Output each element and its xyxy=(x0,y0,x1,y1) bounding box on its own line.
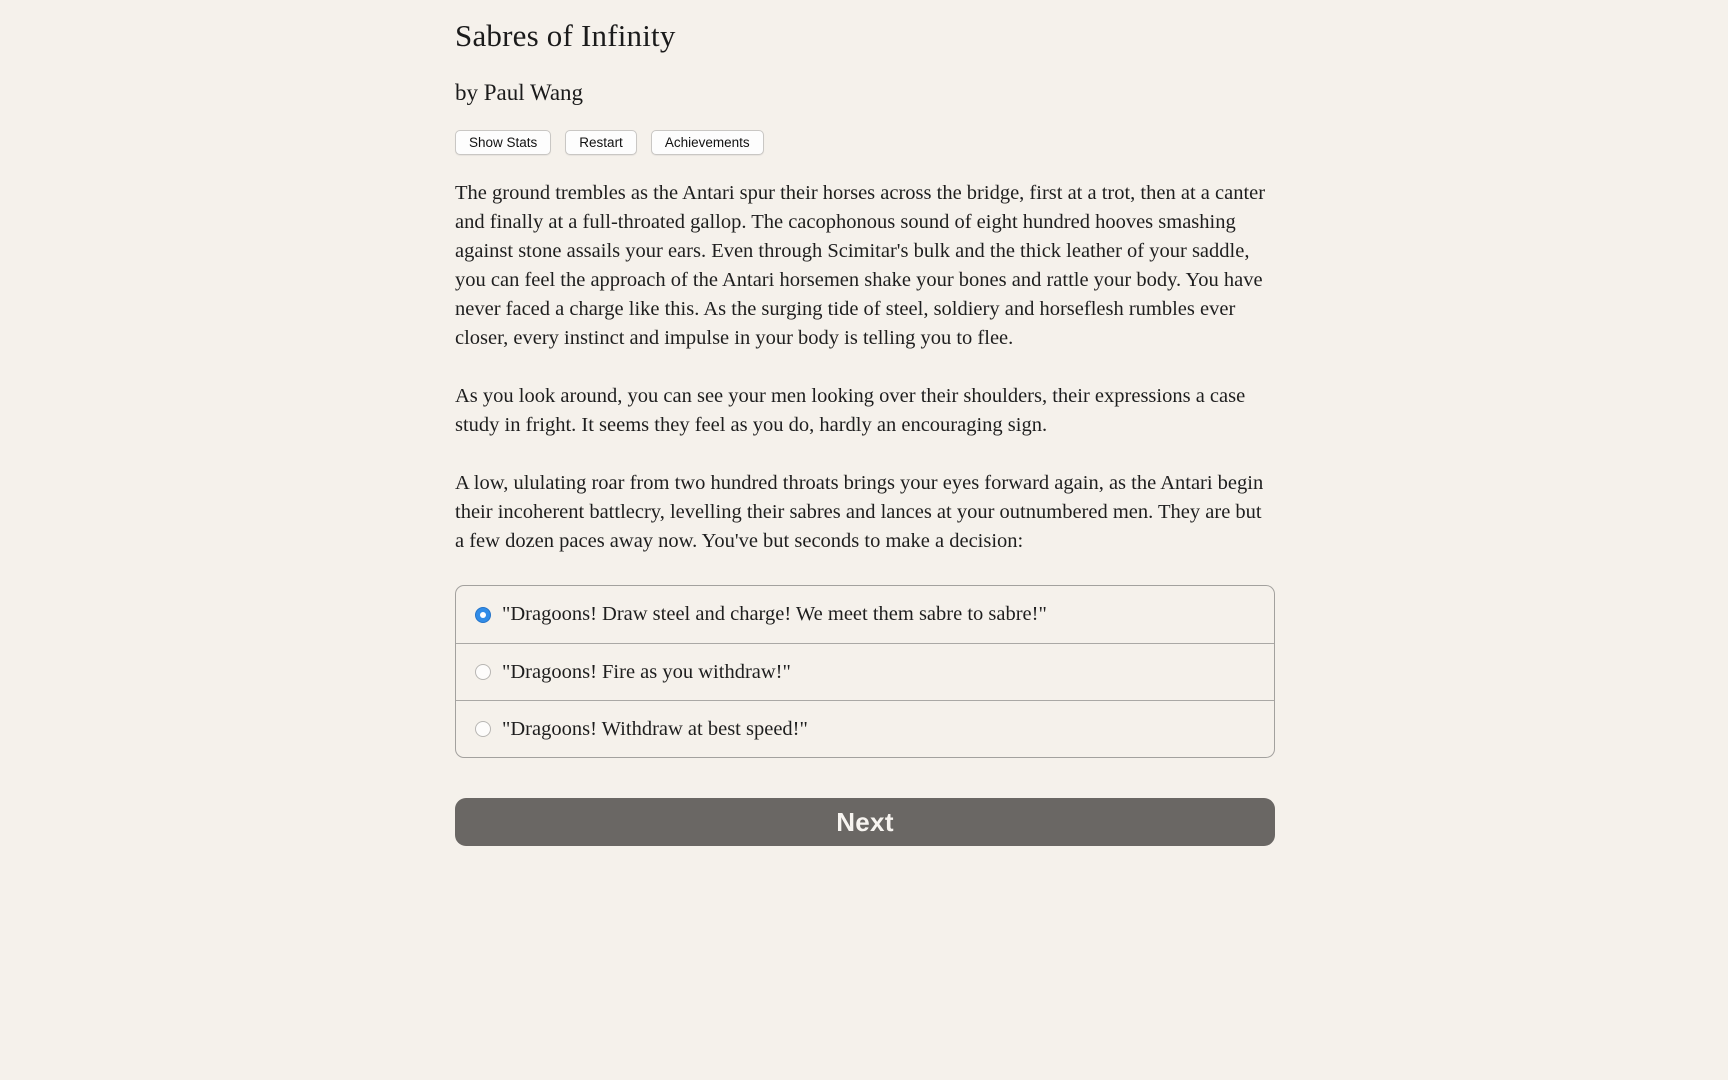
choice-option-label: "Dragoons! Withdraw at best speed!" xyxy=(502,717,808,740)
choice-list xyxy=(455,585,1275,758)
story-paragraph: The ground trembles as the Antari spur their horses across the bridge, first at a trot, then at a canter and finally at a full-throated gallop. The cacophonous sound of eight hundred hooves smashing against stone assails your ears. Even through Scimitar's bulk and the thick leather of your saddle, you can feel the approach of the Antari horsemen shake your bones and rattle your body. You have never faced a charge like this. As the surging tide of steel, soldiery and horseflesh rumbles ever closer, every instinct and impulse in your body is telling you to flee. xyxy=(455,182,1266,349)
story-paragraph: A low, ululating roar from two hundred throats brings your eyes forward again, as the Antari begin their incoherent battlecry, levelling their sabres and lances at your outnumbered men. They are but a few dozen paces away now. You've but seconds to make a decision: xyxy=(455,472,1264,552)
radio-icon[interactable] xyxy=(475,664,491,680)
radio-icon[interactable] xyxy=(475,721,491,737)
choice-option-charge[interactable] xyxy=(456,586,1274,643)
show-stats-button[interactable]: Show Stats xyxy=(455,130,551,155)
page-title: Sabres of Infinity xyxy=(455,18,676,53)
restart-button[interactable]: Restart xyxy=(565,130,637,155)
story-text xyxy=(455,179,1275,556)
radio-icon[interactable] xyxy=(475,607,491,623)
toolbar xyxy=(455,130,1275,155)
next-button[interactable]: Next xyxy=(455,798,1275,846)
content-column xyxy=(455,0,1275,846)
choice-option-label: "Dragoons! Fire as you withdraw!" xyxy=(502,660,791,683)
choice-option-withdraw-speed[interactable] xyxy=(456,700,1274,757)
story-paragraph: As you look around, you can see your men looking over their shoulders, their expressions a case study in fright. It seems they feel as you do, hardly an encouraging sign. xyxy=(455,385,1246,436)
choice-option-label: "Dragoons! Draw steel and charge! We meet them sabre to sabre!" xyxy=(502,603,1047,625)
achievements-button[interactable]: Achievements xyxy=(651,130,764,155)
author-byline: by Paul Wang xyxy=(455,80,584,105)
choice-option-fire-withdraw[interactable] xyxy=(456,643,1274,700)
